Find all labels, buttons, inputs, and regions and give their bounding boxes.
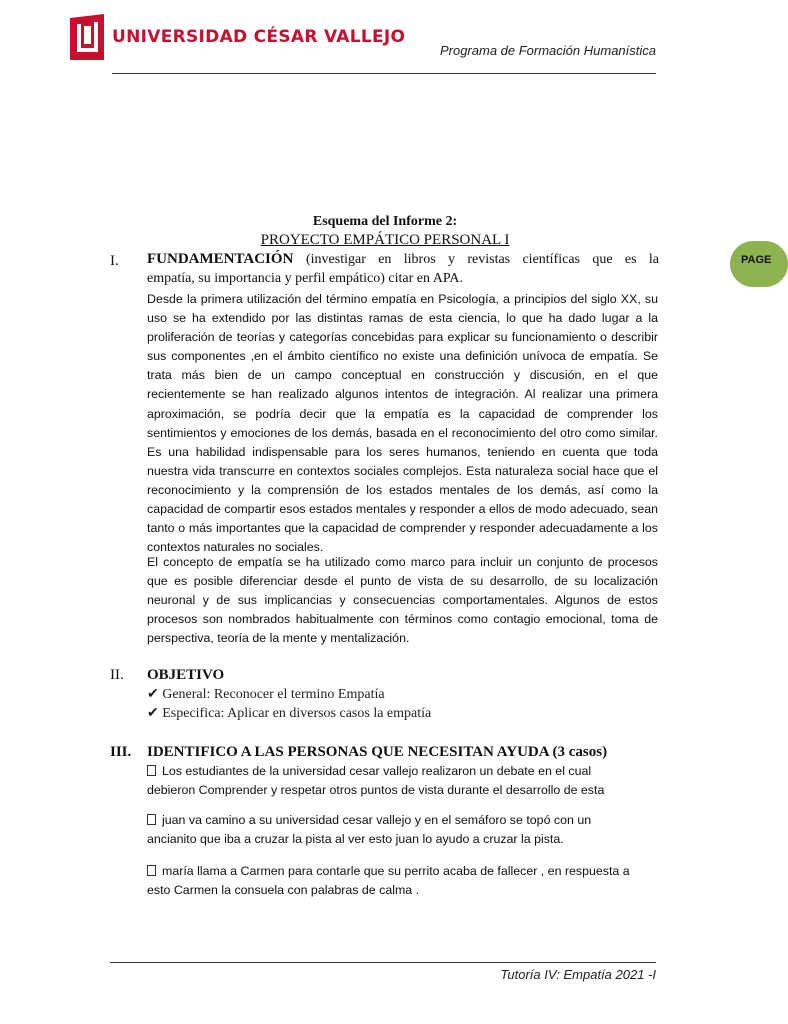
case-3-line-2: esto Carmen la consuela con palabras de calma .: [147, 883, 420, 897]
page-tab[interactable]: [730, 241, 788, 287]
report-scheme-title: Esquema del Informe 2:: [312, 214, 458, 229]
bullet-icon: [147, 865, 156, 876]
bullet-icon: [147, 814, 156, 825]
section2-heading: OBJETIVO: [147, 667, 225, 683]
section1-heading-note: (investigar en libros y revistas científicas que es la: [306, 252, 660, 267]
footer-divider: [110, 962, 656, 963]
project-title: PROYECTO EMPÁTICO PERSONAL I: [260, 232, 510, 248]
case-1-line-1: Los estudiantes de la universidad cesar vallejo realizaron un debate en el cual: [162, 764, 592, 778]
section1-paragraph-1: Desde la primera utilización del término empatía en Psicología, a principios del siglo XX, su uso se ha extendido por las distintas ramas de esta ciencia, lo que ha dado lugar a la proliferación de teorías y categorías concebidas para explicar su funcionamiento o describir sus componentes ,en el ámbito científico no existe una definición unívoca de empatía. Se trata más bien de un campo conceptual en construcción y discusión, en el que recientemente se han realizado algunos intentos de integración. Al realizar una primera aproximación, se podría decir que la empatía es la capacidad de comprender los sentimientos y emociones de los demás, basada en el reconocimiento del otro como similar. Es una habilidad indispensable para los seres humanos, teniendo en cuenta que toda nuestra vida transcurre en contextos sociales complejos. Esta naturaleza social hace que el reconocimiento y la comprensión de los estados mentales de los demás, así como la capacidad de compartir esos estados mentales y responder a ellos de modo adecuado, sean tanto o más importantes que la capacidad de comprender y responder adecuadamente a los contextos naturales no sociales.: [147, 292, 658, 555]
case-3: [147, 862, 667, 900]
case-2: [147, 811, 667, 849]
section1-paragraph-2: El concepto de empatía se ha utilizado como marco para incluir un conjunto de procesos que es posible diferenciar desde el punto de vista de su desarrollo, de su localización neuronal y de sus implicancias y consecuencias comportamentales. Algunos de estos procesos son nombrados habitualmente con términos como contagio emocional, toma de perspectiva, teoría de la mente y mentalización.: [147, 555, 658, 646]
section1-heading: FUNDAMENTACIÓN: [147, 251, 294, 267]
program-title: Programa de Formación Humanística: [439, 43, 656, 58]
objective-general: ✔ General: Reconocer el termino Empatía: [147, 687, 385, 702]
section3-heading: IDENTIFICO A LAS PERSONAS QUE NECESITAN AYUDA (3 casos): [147, 744, 608, 760]
case-2-line-2: ancianito que iba a cruzar la pista al ver esto juan lo ayudo a cruzar la pista.: [147, 832, 564, 846]
header-divider: [112, 73, 656, 74]
logo-text: UNIVERSIDAD CÉSAR VALLEJO: [112, 27, 406, 47]
page-tab-label: PAGE: [741, 254, 772, 266]
case-2-line-1: juan va camino a su universidad cesar vallejo y en el semáforo se topó con un: [162, 813, 592, 827]
bullet-icon: [147, 765, 156, 776]
case-3-line-1: maría llama a Carmen para contarle que su perrito acaba de fallecer , en respuesta a: [162, 864, 630, 878]
case-1-line-2: debieron Comprender y respetar otros puntos de vista durante el desarrollo de esta: [147, 783, 605, 797]
section1-numeral: I.: [110, 253, 119, 269]
objective-specific: ✔ Especifica: Aplicar en diversos casos la empatía: [147, 706, 432, 721]
case-1: [147, 762, 667, 800]
section2-numeral: II.: [110, 667, 124, 683]
section3-numeral: III.: [110, 744, 132, 760]
section1-heading-row: [147, 251, 659, 268]
section1-heading-note-2: empatía, su importancia y perfil empático) citar en APA.: [147, 271, 463, 286]
footer-text: Tutoría IV: Empatía 2021 -I: [500, 967, 656, 982]
